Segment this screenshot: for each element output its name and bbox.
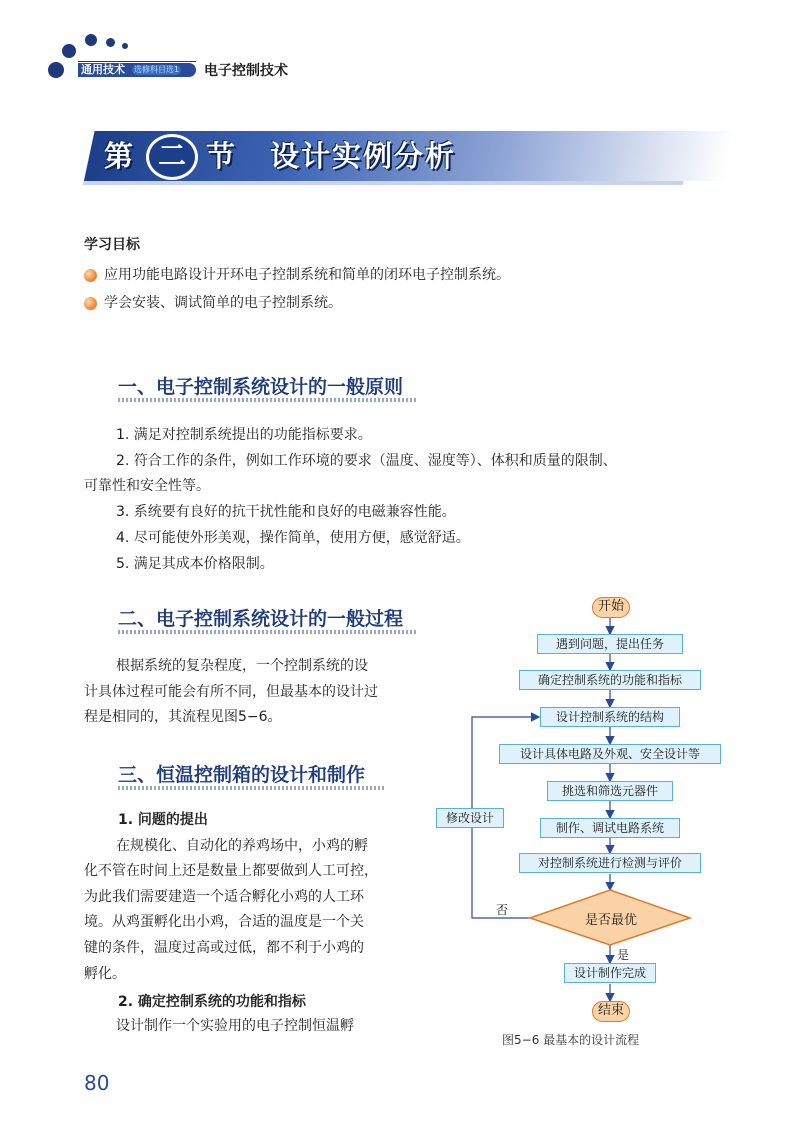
body-line: 设计制作一个实验用的电子控制恒温孵 bbox=[116, 1018, 354, 1034]
objective-item: 应用功能电路设计开环电子控制系统和简单的闭环电子控制系统。 bbox=[104, 267, 510, 283]
section-title: 设计实例分析 bbox=[270, 139, 457, 173]
subheading: 2. 确定控制系统的功能和指标 bbox=[118, 994, 306, 1010]
body-line: 2. 符合工作的条件，例如工作环境的要求（温度、湿度等）、体积和质量的限制、 bbox=[116, 453, 617, 469]
header-badge: 选修科目选1 bbox=[134, 65, 180, 74]
body-line: 根据系统的复杂程度，一个控制系统的设 bbox=[116, 658, 368, 674]
flow-start: 开始 bbox=[592, 597, 630, 618]
body-line: 3. 系统要有良好的抗干扰性能和良好的电磁兼容性能。 bbox=[116, 504, 456, 520]
subheading: 1. 问题的提出 bbox=[118, 812, 208, 828]
heading-part2: 二、电子控制系统设计的一般过程 bbox=[118, 608, 404, 630]
body-line: 1. 满足对控制系统提出的功能指标要求。 bbox=[116, 427, 372, 443]
flow-step: 制作、调试电路系统 bbox=[540, 818, 680, 838]
objective-item: 学会安装、调试简单的电子控制系统。 bbox=[104, 295, 342, 311]
flow-step: 设计具体电路及外观、安全设计等 bbox=[499, 744, 721, 764]
flow-step: 确定控制系统的功能和指标 bbox=[519, 670, 701, 690]
body-line: 4. 尽可能使外形美观，操作简单，使用方便，感觉舒适。 bbox=[116, 530, 470, 546]
flow-revise: 修改设计 bbox=[436, 808, 504, 828]
body-line: 在规模化、自动化的养鸡场中，小鸡的孵 bbox=[116, 838, 368, 854]
flow-step: 设计制作完成 bbox=[564, 963, 656, 983]
section-suffix: 节 bbox=[206, 139, 238, 173]
heading-part1: 一、电子控制系统设计的一般原则 bbox=[118, 376, 404, 398]
flow-step: 设计控制系统的结构 bbox=[540, 707, 680, 727]
section-prefix: 第 bbox=[104, 139, 136, 173]
body-line: 孵化。 bbox=[84, 966, 126, 982]
body-line: 可靠性和安全性等。 bbox=[84, 478, 210, 494]
body-line: 计具体过程可能会有所不同，但最基本的设计过 bbox=[84, 684, 378, 700]
flow-end: 结束 bbox=[592, 1001, 630, 1022]
body-line: 键的条件，温度过高或过低，都不利于小鸡的 bbox=[84, 940, 364, 956]
body-line: 5. 满足其成本价格限制。 bbox=[116, 556, 274, 572]
flow-step: 对控制系统进行检测与评价 bbox=[519, 853, 701, 873]
body-line: 为此我们需要建造一个适合孵化小鸡的人工环 bbox=[84, 889, 364, 905]
page-number: 80 bbox=[84, 1071, 110, 1095]
body-line: 境。从鸡蛋孵化出小鸡，合适的温度是一个关 bbox=[84, 914, 364, 930]
header-book-title: 电子控制技术 bbox=[204, 63, 288, 79]
body-line: 化不管在时间上还是数量上都要做到人工可控， bbox=[84, 863, 378, 879]
header-series: 通用技术 bbox=[81, 63, 125, 76]
section-number: 二 bbox=[157, 139, 186, 172]
figure-caption: 图5−6 最基本的设计流程 bbox=[502, 1033, 640, 1047]
objectives-title: 学习目标 bbox=[84, 237, 140, 253]
flow-decision-label: 是否最优 bbox=[585, 913, 638, 928]
flow-no-label: 否 bbox=[496, 903, 509, 917]
body-line: 程是相同的，其流程见图5−6。 bbox=[84, 709, 282, 725]
flow-yes-label: 是 bbox=[617, 948, 630, 962]
flow-step: 遇到问题，提出任务 bbox=[537, 634, 683, 654]
flow-step: 挑选和筛选元器件 bbox=[547, 781, 673, 801]
heading-part3: 三、恒温控制箱的设计和制作 bbox=[118, 764, 366, 786]
